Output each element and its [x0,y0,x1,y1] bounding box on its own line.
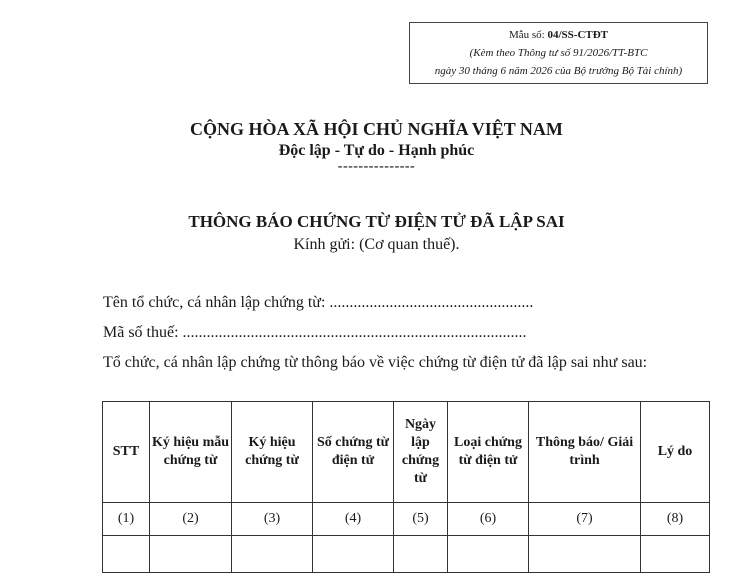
recipient-line: Kính gửi: (Cơ quan thuế). [293,236,460,253]
table-cell-notice-explanation[interactable] [529,536,641,573]
header-form-symbol: Ký hiệu mẫu chứng từ [150,402,232,503]
tax-code-field: Mã số thuế: ...................................................................................... [103,324,527,341]
header-separator: --------------- [337,159,416,174]
table-cell-stt[interactable] [103,536,150,573]
column-number: (6) [448,503,529,536]
form-code-label: Mẫu số: [508,29,548,41]
form-circular-date: ngày 30 tháng 6 năm 2026 của Bộ trưởng Bộ Tài chính) [434,65,683,77]
table-column-number-row [103,503,710,536]
table-cell-reason[interactable] [641,536,710,573]
form-number-box [409,22,708,84]
form-code-line [410,26,707,44]
table-cell-document-type[interactable] [448,536,529,573]
document-title-block [0,210,753,256]
column-number: (1) [103,503,150,536]
table-cell-document-number[interactable] [313,536,394,573]
column-number: (4) [313,503,394,536]
header-document-symbol: Ký hiệu chứng từ [232,402,313,503]
header-reason: Lý do [641,402,710,503]
column-number: (5) [394,503,448,536]
intro-text: Tổ chức, cá nhân lập chứng từ thông báo về việc chứng từ điện tử đã lập sai như sau: [103,354,648,371]
document-title: THÔNG BÁO CHỨNG TỪ ĐIỆN TỬ ĐÃ LẬP SAI [188,212,565,231]
header-document-number: Số chứng từ điện tử [313,402,394,503]
table-cell-issue-date[interactable] [394,536,448,573]
header-issue-date: Ngày lập chứng từ [394,402,448,503]
column-number: (3) [232,503,313,536]
table-header-row [103,402,710,503]
header-document-type: Loại chứng từ điện tử [448,402,529,503]
national-header [0,118,753,172]
table-cell-document-symbol[interactable] [232,536,313,573]
form-code: 04/SS-CTĐT [547,29,609,41]
header-stt: STT [103,402,150,503]
country-name: CỘNG HÒA XÃ HỘI CHỦ NGHĨA VIỆT NAM [190,119,563,139]
table-row [103,536,710,573]
column-number: (8) [641,503,710,536]
column-number: (2) [150,503,232,536]
organization-field: Tên tổ chức, cá nhân lập chứng từ: ................................................... [103,294,534,311]
column-number: (7) [529,503,641,536]
erroneous-documents-table [102,401,710,573]
form-circular-ref: (Kèm theo Thông tư số 91/2026/TT-BTC [469,47,648,59]
header-notice-explanation: Thông báo/ Giải trình [529,402,641,503]
table-cell-form-symbol[interactable] [150,536,232,573]
national-motto: Độc lập - Tự do - Hạnh phúc [278,142,475,159]
